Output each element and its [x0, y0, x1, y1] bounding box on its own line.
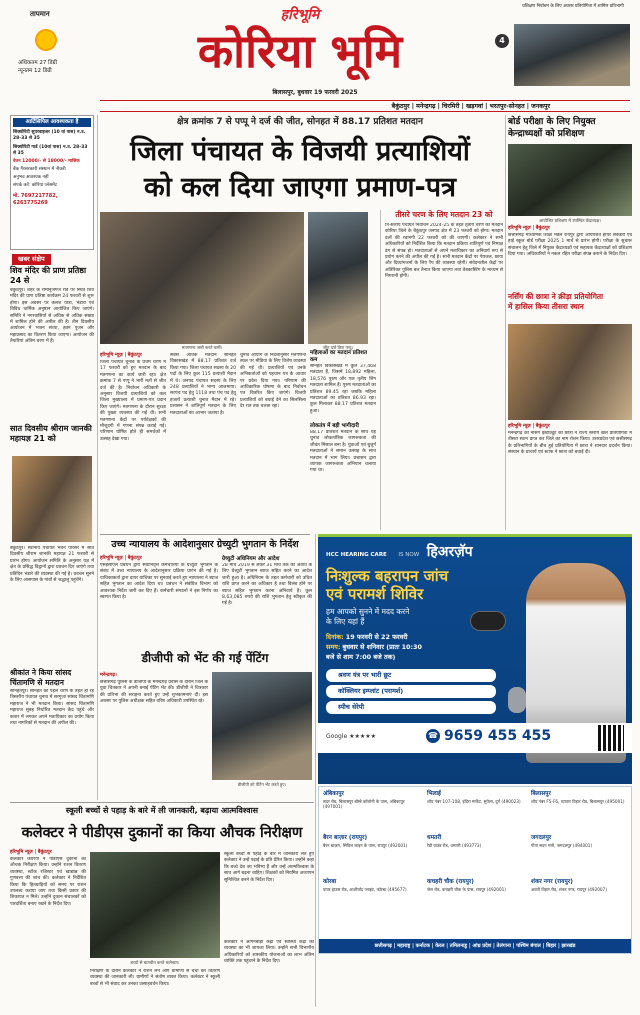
ad-feature	[326, 685, 496, 698]
column-divider	[505, 115, 506, 530]
dgp-photo	[212, 672, 312, 780]
nurse-photo	[508, 324, 632, 420]
dateline	[190, 89, 440, 99]
classified-phone: मो. 7697217782, 6263775269	[13, 192, 58, 206]
temp-min: न्यूनतम 12 डिग्री	[18, 68, 52, 74]
ad-footer-text: छत्तीसगढ़ | महाराष्ट्र | कर्नाटक | केरल | तमिलनाडु | आंध्र प्रदेश | तेलंगाना | पश्चिम बंगाल | बिहार | झारखंड	[374, 943, 576, 949]
center-address: जेल रोड, कचहरी चौक के पास, रायपुर (492001)	[427, 886, 506, 892]
school-headline-box	[10, 802, 314, 818]
lead-col-2: सबसे अधिक मतदान सोनहत विकासखंड में 88.17 प्रतिशत दर्ज किया गया। जिला पंचायत सदस्य के 20 पदों के लिए कुल 115 प्रत्याशी मैदान में थे। जनपद पंचायत सदस्य के लिए 248 प्रत्याशियों ने भाग्य आजमाया। सरपंच पद हेतु 1118 तथा पंच पद हेतु हजारों प्रत्याशी चुनाव मैदान में रहे। प्रशासन ने शांतिपूर्ण मतदान के लिए मतदाताओं का आभार जताया है।	[170, 353, 236, 416]
board-byline: हरिभूमि न्यूज़ | बैकुंठपुर	[508, 226, 550, 231]
nurse-headline: नर्सिंग की छात्रा ने क्रीड़ा प्रतियोगिता	[508, 292, 604, 301]
center-address: बैरन बाज़ार, सिविल लाइन के पास, रायपुर (492001)	[323, 842, 408, 848]
ad-device-icon	[508, 687, 526, 713]
center-city: जगदलपुर	[531, 835, 552, 841]
ad-headline-1: निःशुल्क बहरापन जांच	[326, 567, 449, 585]
bottom-col-3: स्कूली बच्चों से पहाड़ के बारे में जानकारी लेते हुए कलेक्टर ने उन्हें पढ़ाई के प्रति प्रेरित किया। उन्होंने कहा कि बच्चे देश का भविष्य हैं और उन्हें आत्मविश्वास के साथ आगे बढ़ना चाहिए। शिक्षकों को नियमित अध्यापन सुनिश्चित करने के निर्देश दिए।	[224, 852, 314, 883]
court-sub-heading: ग्रेच्युटी अधिनियम और आदेश	[222, 556, 280, 562]
center-address: सदर रोड, बिलासपुर बॉम्बे कॉलोनी के पास, अंबिकापुर (497001)	[323, 798, 405, 810]
left-brief-photo	[12, 456, 92, 542]
left-brief-1	[10, 266, 94, 421]
center-city: अंबिकापुर	[323, 791, 344, 797]
dgp-headline: डीजीपी को भेंट की गई पेंटिंग	[141, 651, 269, 665]
ad-centers-grid	[318, 786, 632, 954]
ad-feature-label: कॉक्लियर इम्प्लांट (परामर्श)	[338, 687, 404, 695]
lead-portrait-caption: जीत दर्ज किए पप्पू।	[322, 345, 354, 350]
column-divider	[315, 534, 316, 1007]
lead-photo-caption: मतगणना जारी करते कर्मी।	[181, 345, 223, 350]
brief-body: सोनहतपुर। सोनहत को पहले चरण के तहत हो रहे त्रिस्तरीय पंचायत चुनाव में सरगुजा सांसद चिंतामणि महाराज ने भी मतदान किया। सांसद चिंतामणि महाराज सुबह निर्धारित मतदान केंद्र पहुंचे और कतार में लगकर अपने मताधिकार का प्रयोग किया तथा नागरिकों से मतदान की अपील की।	[10, 689, 94, 727]
phone-icon: ☎	[426, 729, 440, 743]
center-card	[323, 879, 423, 892]
nurse-headline: में हासिल किया तीसरा स्थान	[508, 302, 584, 311]
ad-sub-2: के लिए यहां हैं	[326, 617, 365, 626]
court-byline: हरिभूमि न्यूज़ | बैकुंठपुर	[100, 556, 142, 561]
bottom-col-4: कलेक्टर ने आंगनबाड़ी केंद्रों एवं स्वास्थ्य केंद्रों की व्यवस्था का भी जायजा लिया। उन्होंने सभी विभागीय अधिकारियों को शासकीय योजनाओं का लाभ अंतिम व्यक्ति तक पहुंचाने के निर्देश दिए।	[224, 940, 314, 965]
center-card	[323, 835, 423, 848]
center-card	[427, 835, 527, 848]
center-card	[531, 879, 631, 892]
lead-sub-body: 88.17 प्रतिशत मतदान के साथ यह चुनाव लोकतांत्रिक जागरूकता की जीवंत मिसाल बना है। युवाओं एवं बुजुर्ग मतदाताओं ने समान उत्साह के साथ मतदान में भाग लिया। प्रशासन द्वारा व्यापक जागरूकता अभियान चलाया गया था।	[310, 430, 376, 474]
brief-body: बैकुंठपुर। स्थानीय पंचायत भवन परिसर में सात दिवसीय श्रीराम जानकी महायज्ञ 21 फरवरी से प्रारंभ होगा। आयोजन समिति के अनुसार यज्ञ में क्षेत्र के प्रसिद्ध विद्वानों द्वारा प्रवचन दिए जाएंगे तथा प्रतिदिन भंडारे की व्यवस्था की गई है। प्रवचन सुनने के लिए आसपास के गांवों से श्रद्धालु पहुंचेंगे।	[10, 546, 94, 584]
dateline-text: बिलासपुर, बुधवार 19 फरवरी 2025	[272, 89, 358, 96]
classified-line: अनुभव आवश्यक नहीं	[13, 174, 49, 180]
collector-headline: कलेक्टर ने पीडीएस दुकानों का किया औचक निरीक्षण	[21, 825, 303, 841]
center-city: भिलाई	[427, 791, 441, 797]
classified-line: संपर्क करें: कोरिया प्लेसमेंट	[13, 182, 58, 188]
weather-title: तापमान	[30, 10, 50, 18]
ad-footer-states	[319, 939, 631, 953]
hearing-ad	[318, 534, 632, 784]
center-city: धमतरी	[427, 835, 442, 841]
center-card	[427, 791, 527, 804]
school-headline: स्कूली बच्चों से पहाड़ के बारे में ली जानकारी, बढ़ाया आत्मविश्वास	[65, 806, 259, 815]
weather-box	[10, 10, 90, 98]
lead-side-box	[380, 210, 503, 530]
ad-feature-label: श्रवण यंत्र पर भारी छूट	[338, 671, 392, 679]
ad-is-now: IS NOW	[398, 552, 420, 558]
brief-heading: शिव मंदिर की प्राण प्रतिष्ठा 24 से	[10, 266, 87, 285]
center-address: पावर हाउस रोड, आशीर्वाद प्लाइंट, कोरबा (495677)	[323, 886, 407, 892]
ad-date-value: 19 फरवरी से 22 फरवरी	[345, 633, 408, 641]
collector-headline-box	[10, 818, 314, 848]
qr-code-icon	[598, 725, 624, 751]
lead-sub-heading: महिलाओं का मतदान प्रतिशत कम	[310, 350, 368, 363]
dgp-body: छत्तीसगढ़ पुलिस के डीजीपी के मनेन्द्रगढ़ प्रवास के दौरान जिले के युवा चित्रकार ने अपनी बनाई पेंटिंग भेंट की। डीजीपी ने चित्रकार की प्रतिभा की सराहना करते हुए उन्हें शुभकामनाएं दीं। इस अवसर पर पुलिस अधीक्षक सहित वरिष्ठ अधिकारी उपस्थित रहे।	[100, 680, 208, 705]
nurse-byline: हरिभूमि न्यूज़ | बैकुंठपुर	[508, 424, 550, 429]
left-brief-3	[10, 668, 94, 800]
brief-heading: सात दिवसीय श्रीराम जानकी महायज्ञ 21 को	[10, 424, 92, 443]
lead-portrait	[308, 212, 368, 344]
page-number: 4	[499, 36, 505, 45]
brief-body: बैकुंठपुर। शहर के रामानुजगंज रोड पर स्थित शिव मंदिर की प्राण प्रतिष्ठा कार्यक्रम 24 फरवरी से शुरू होगा। इस अवसर पर कलश यात्रा, भंडारा एवं विविध धार्मिक अनुष्ठान आयोजित किए जाएंगे। समिति ने नगरवासियों से अधिक से अधिक संख्या में शामिल होने की अपील की है। तीन दिवसीय आयोजन में भजन संध्या, हवन पूजन और महाप्रसाद का वितरण किया जाएगा। आयोजन की तैयारियां अंतिम चरण में हैं।	[10, 288, 94, 345]
brief-label: खबर संक्षेप	[12, 254, 51, 265]
lead-byline: हरिभूमि न्यूज़ | बैकुंठपुर	[100, 353, 142, 358]
ad-date-label: दिनांक:	[326, 633, 344, 641]
center-card	[427, 879, 527, 892]
center-city: बैरन बाज़ार (रायपुर)	[323, 835, 368, 841]
lead-kicker	[100, 116, 500, 132]
lead-kicker-text: क्षेत्र क्रमांक 7 से पप्पू ने दर्ज की जीत, सोनहत में 88.17 प्रतिशत मतदान	[177, 117, 423, 127]
center-card	[531, 835, 631, 848]
board-caption: आयोजित प्रशिक्षण में उपस्थित केंद्राध्यक्ष।	[538, 218, 602, 223]
center-address: अवंती विहार रोड, शंकर नगर, रायपुर (492007)	[531, 886, 607, 892]
bottom-col-2: निरीक्षण के दौरान कलेक्टर ने राशन लेने आए ग्रामीणों से चर्चा कर वितरण व्यवस्था की जानकारी ली। ग्रामीणों ने संतोष व्यक्त किया। कलेक्टर ने स्कूली बच्चों से भी संवाद कर उनका उत्साहवर्धन किया।	[90, 969, 220, 987]
ad-feature-label: स्पीच थेरेपी	[338, 703, 365, 711]
center-city: कचहरी चौक (रायपुर)	[427, 879, 474, 885]
center-address: रेडी ग्राउंड रोड, धमतरी (493773)	[427, 842, 482, 848]
bottom-col-1: कलेक्टर कोरिया ने पीडीएस दुकानों का औचक निरीक्षण किया। उन्होंने राशन वितरण व्यवस्था, स्टॉक रजिस्टर एवं खाद्यान्न की गुणवत्ता की जांच की। कलेक्टर ने निर्देशित किया कि हितग्राहियों को समय पर राशन उपलब्ध कराया जाए तथा किसी प्रकार की शिकायत न मिले। उन्होंने दुकान संचालकों को पारदर्शिता बनाए रखने के निर्देश दिए।	[10, 857, 86, 907]
court-sub	[222, 556, 312, 644]
classified-title: आर्टिसिपिल आवश्यकता है	[13, 118, 91, 127]
brief-heading: श्रीकांत ने किया सांसद चिंतामणि से मतदान	[10, 668, 72, 687]
dgp-caption: डीजीपी को पेंटिंग भेंट करते हुए।	[237, 782, 287, 787]
masthead-right-caption: प्रशिक्षण निर्वाचन के लिए अवसर प्रतियोगिता में शामिल प्रतिभागी	[522, 4, 624, 9]
court-headline-box	[100, 534, 310, 554]
center-city: बिलासपुर	[531, 791, 551, 797]
nurse-headline-box	[508, 292, 632, 322]
page-number-badge	[495, 34, 509, 48]
ad-feature	[326, 701, 496, 714]
center-address: गीता सदन गली, जगदलपुर (494001)	[531, 842, 593, 848]
bottom-photo	[90, 852, 220, 958]
temp-max: अधिकतम 27 डिग्री	[18, 60, 58, 66]
lead-headline-line: जिला पंचायत के विजयी प्रत्याशियों	[130, 136, 470, 167]
masthead-right-photo	[514, 24, 630, 86]
left-classified-ad	[10, 115, 94, 250]
brand-main: कोरिया भूमि	[197, 23, 403, 78]
lead-sub-body: सोनहत विकासखंड में कुल 37,468 मतदाता हैं, जिसमें 18,892 महिला, 18,576 पुरुष और एक तृतीय लिंग मतदाता शामिल हैं। पुरुष मतदाताओं का प्रतिशत 89.45 रहा जबकि महिला मतदाताओं का प्रतिशत 86.93 रहा। कुल मिलाकर 88.17 प्रतिशत मतदान हुआ।	[310, 364, 376, 414]
center-card	[323, 791, 423, 810]
bottom-photo-caption: बच्चों से बातचीत करते कलेक्टर।	[130, 960, 180, 965]
ad-hcc-brand: HCC HEARING CARE	[326, 552, 387, 558]
nurse-body: मनेन्द्रगढ़ की नर्सिंग इंस्टीट्यूट की छात्रा ने राज्य स्तरीय खेल प्रतियोगिता में तीसरा स्थान प्राप्त कर जिले का नाम रोशन किया। उत्तरप्रदेश एवं छत्तीसगढ़ के प्रतिभागियों के बीच हुई प्रतियोगिता में छात्रा ने शानदार प्रदर्शन किया। संस्थान के प्राचार्य एवं स्टाफ ने छात्रा को बधाई दी।	[508, 431, 632, 456]
lead-headline	[100, 134, 500, 210]
classified-line: बैंक गैरसरकारी संस्थान में नौकरी	[13, 166, 66, 172]
ad-brand: हिअरज़ॅप	[426, 544, 473, 560]
center-address: शॉप नंबर F5-F6, व्यापार विहार रोड, बिलासपुर (495001)	[531, 798, 625, 804]
court-body: एसईसीएल प्रबंधन द्वारा सेवानिवृत्त कर्मचारियों के ग्रेच्युटी भुगतान के संबंध में उच्च न्यायालय के आदेशानुसार प्रक्रिया प्रारंभ की गई है। याचिकाकर्ता द्वारा दायर याचिका पर सुनवाई करते हुए न्यायालय ने ब्याज सहित भुगतान का आदेश दिया था। प्रबंधन ने संबंधित विभाग को आवश्यक निर्देश जारी कर दिए हैं। कर्मचारी संगठनों ने इस निर्णय का स्वागत किया है।	[100, 563, 218, 601]
side-body: त्रि-स्तरीय पंचायत निर्वाचन 2024-25 के तहत तृतीय चरण का मतदान कोरिया जिले के बैकुंठपुर जनपद क्षेत्र में 23 फरवरी को होगा। मतदान दलों की रवानगी 22 फरवरी को की जाएगी। कलेक्टर ने सभी अधिकारियों को निर्देशित किया कि मतदान प्रक्रिया शांतिपूर्ण एवं निष्पक्ष ढंग से संपन्न हो। मतदाताओं से अपने मताधिकार का अनिवार्य रूप से प्रयोग करने की अपील की गई है। सभी मतदान केंद्रों पर पेयजल, छाया और दिव्यांगजनों के लिए रैंप की व्यवस्था रहेगी। संवेदनशील केंद्रों पर अतिरिक्त पुलिस बल तैनात किया जाएगा तथा वेबकास्टिंग के माध्यम से निगरानी होगी।	[385, 223, 503, 280]
center-city: शंकर नगर (रायपुर)	[531, 879, 573, 885]
ad-time-label: समय:	[326, 643, 341, 651]
ad-hearing-aid-icon	[470, 611, 506, 631]
lead-col-3: चुनाव आयोग के निर्देशानुसार मतगणना स्थल पर मीडिया के लिए विशेष व्यवस्था की गई थी। प्रत्याशियों एवं उनके अभिकर्ताओं को पहचान पत्र के आधार पर प्रवेश दिया गया। परिणाम की आधिकारिक घोषणा के बाद निर्वाचन पत्र वितरित किए जाएंगे। विजयी प्रत्याशियों को बधाई देने का सिलसिला देर रात तक चलता रहा।	[240, 353, 306, 410]
lead-col-1: जिला पंचायत चुनाव के प्रथम चरण में 17 फरवरी को हुए मतदान के बाद मतगणना का कार्य जारी रहा। क्षेत्र क्रमांक 7 से पप्पू ने भारी मतों से जीत दर्ज की है। निर्वाचन अधिकारी के अनुसार विजयी प्रत्याशियों को कल जिला मुख्यालय में प्रमाण-पत्र प्रदान किए जाएंगे। मतगणना के दौरान सुरक्षा की पुख्ता व्यवस्था की गई थी। सभी मतगणना केंद्रों पर पर्यवेक्षकों की मौजूदगी में गणना संपन्न कराई गई। परिणाम घोषित होते ही समर्थकों में उत्साह देखा गया।	[100, 360, 166, 442]
center-card	[531, 791, 631, 804]
ad-contact-bar	[318, 723, 632, 753]
dgp-byline: मनेन्द्रगढ़।	[100, 673, 117, 678]
bottom-byline: हरिभूमि न्यूज़ | बैकुंठपुर	[10, 850, 52, 855]
ad-sub-1: हम आपको सुनने में मदद करने	[326, 607, 410, 616]
center-city: कोरबा	[323, 879, 337, 885]
ad-feature	[326, 669, 496, 682]
side-heading: तीसरे चरण के लिए मतदान 23 को	[395, 210, 493, 219]
district-list: बैकुंठपुर | मनेन्द्रगढ़ | चिरमिरी | खड़गवां | भरतपुर-सोनहत | जनकपुर	[391, 103, 550, 110]
ad-time-value: बुधवार से शनिवार (प्रातः 10:30	[342, 643, 422, 651]
lead-headline-line: को कल दिया जाएगा प्रमाण-पत्र	[144, 172, 456, 203]
classified-line: सिक्योरिटी गार्ड (10वां पास) न.उ. 28-33 से 35	[13, 144, 88, 156]
classified-line: वेतन 12000/- से 18000/- मासिक	[13, 158, 80, 164]
lead-subsection	[310, 350, 376, 530]
left-brief-2-body	[10, 546, 94, 666]
ad-google-rating: Google ★★★★★	[326, 733, 376, 740]
masthead-brand	[150, 6, 450, 86]
board-headline: बोर्ड परीक्षा के लिए नियुक्त	[508, 117, 596, 127]
lead-sub-heading: लोकतंत्र में बड़ी भागीदारी	[310, 423, 359, 429]
ad-date-row	[326, 633, 546, 642]
court-headline: उच्च न्यायालय के आदेशानुसार ग्रेच्युटी भुगतान के निर्देश	[111, 539, 299, 550]
board-headline: केन्द्राध्यक्षों को प्रशिक्षण	[508, 129, 585, 139]
board-photo	[508, 144, 632, 216]
ad-time-value-2: बजे से शाम 7:00 बजे तक)	[326, 653, 396, 661]
classified-line: सिक्योरिटी सुपरवाइजर (10 वां पास) न.उ. 28-33 से 35	[13, 130, 86, 142]
center-address: शॉप नंबर 107-108, इंदिरा मार्केट, सुपेला, दुर्ग (490023)	[427, 798, 521, 804]
ad-brand-row	[326, 543, 526, 563]
column-divider	[97, 115, 98, 800]
court-sub-body: 28 मार्च 2019 से लेकर 31 मार्च तक की अवधि के लिए ग्रेच्युटी भुगतान ब्याज सहित करने का आदेश जारी हुआ है। अधिनियम के तहत कर्मचारी को उचित राशि प्राप्त करने का अधिकार है तथा विलंब होने पर ब्याज सहित भुगतान करना अनिवार्य है। कुल 8,63,085 रुपये की राशि भुगतान हेतु स्वीकृत की गई है।	[222, 563, 312, 607]
sun-icon	[32, 26, 60, 54]
ad-phone: 9659 455 455	[444, 728, 552, 744]
board-body: छत्तीसगढ़ माध्यमिक शिक्षा मंडल रायपुर द्वारा आयोजित हायर सेकंडरी एवं हाई स्कूल बोर्ड परीक्षा 2025 1 मार्च से प्रारंभ होगी। परीक्षा के सुचारू संचालन हेतु जिले में नियुक्त केंद्राध्यक्षों एवं सहायक केंद्राध्यक्षों को प्रशिक्षण दिया गया। अधिकारियों ने नकल रहित परीक्षा संपन्न कराने के निर्देश दिए।	[508, 233, 632, 258]
dgp-headline-box	[100, 646, 310, 670]
ad-headline-2: एवं परामर्श शिविर	[326, 585, 424, 603]
district-bar	[100, 100, 630, 112]
brand-top: हरिभूमि	[280, 7, 320, 23]
lead-photo	[100, 212, 304, 344]
ad-time-row	[326, 643, 546, 652]
